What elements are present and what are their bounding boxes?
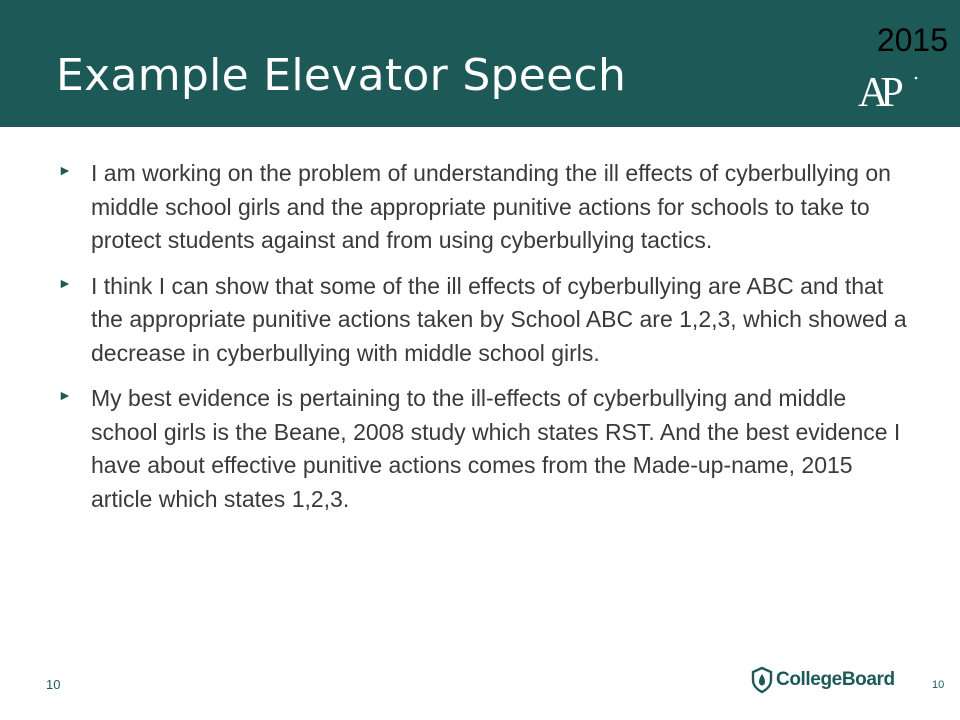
year-label: 2015: [876, 22, 948, 58]
bullet-text: I am working on the problem of understanding the ill effects of cyberbullying on middle school girls and the appropriate punitive actions for schools to take to protect students against and from using cyberbullying tactics.: [91, 160, 891, 253]
triangle-right-icon: ►: [58, 387, 72, 403]
ap-logo-text: AP: [858, 70, 896, 110]
bullet-list: [58, 157, 918, 528]
triangle-right-icon: ►: [58, 274, 72, 291]
triangle-right-icon: ►: [58, 162, 72, 178]
bullet-text: I think I can show that some of the ill effects of cyberbullying are ABC and that the appropriate punitive actions taken by School ABC are 1,2,3, which showed a decrease in cyberbullying with middle school girls.: [91, 272, 907, 366]
college-board-wordmark: CollegeBoard: [776, 669, 895, 690]
slide-title: Example Elevator Speech: [56, 50, 627, 101]
bullet-text: My best evidence is pertaining to the ill-effects of cyberbullying and middle school girls is the Beane, 2008 study which states RST. And the best evidence I have about effective punitive actions comes from the Made-up-name, 2015 article which states 1,2,3.: [91, 385, 901, 512]
page-number-secondary: 10: [932, 679, 945, 691]
list-item: [58, 382, 918, 516]
college-board-logo: [750, 664, 895, 696]
page-number: 10: [46, 677, 61, 692]
college-board-shield-icon: [750, 666, 774, 694]
list-item: [58, 157, 918, 258]
ap-logo-icon: [858, 70, 920, 110]
list-item: [58, 270, 918, 371]
